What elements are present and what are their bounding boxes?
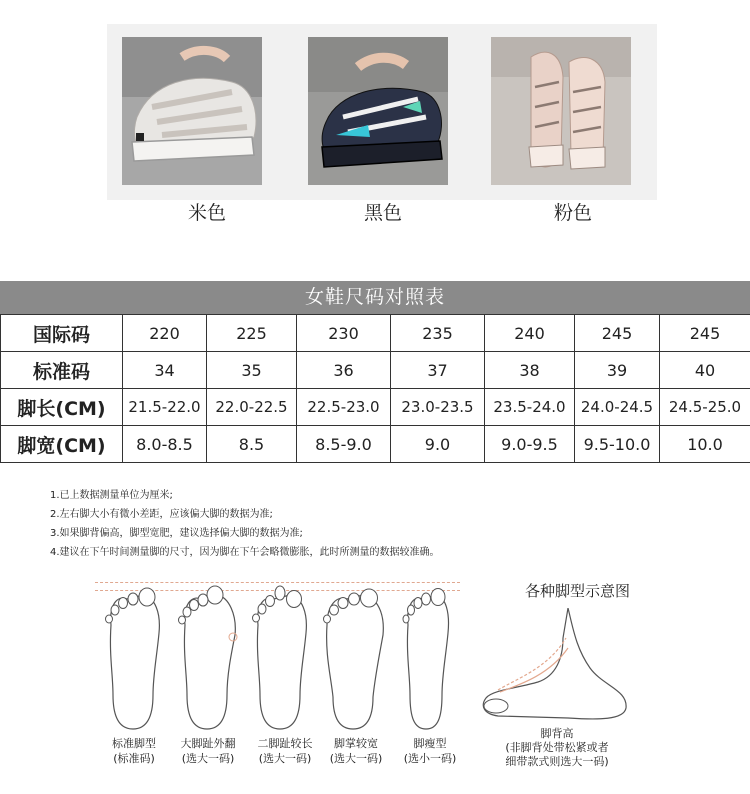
standard-foot-icon [103,585,165,733]
foot-type-advice: (选小一码) [403,752,457,765]
table-cell: 9.5-10.0 [575,426,660,463]
table-cell: 235 [391,315,485,352]
foot-type-advice: (选大一码) [258,752,312,765]
table-cell: 8.0-8.5 [123,426,207,463]
slim-foot-icon [396,585,458,733]
color-label-black: 黑色 [363,202,402,224]
high-instep-foot-icon [478,608,638,726]
table-cell: 220 [123,315,207,352]
table-cell: 9.0 [391,426,485,463]
note-item: 3.如果脚背偏高，脚型宽肥，建议选择偏大脚的数据为准; [50,528,303,539]
table-cell: 10.0 [660,426,750,463]
foot-type-label [316,736,396,766]
table-cell: 36 [297,352,391,389]
foot-type-advice: (选大一码) [181,752,235,765]
beige-sneaker-photo [122,37,262,185]
table-cell: 245 [575,315,660,352]
foot-type-advice: (非脚背处带松紧或者 [505,741,609,754]
table-cell: 34 [123,352,207,389]
table-cell: 35 [207,352,297,389]
table-row [1,426,750,463]
row-header: 脚长(CM) [1,389,123,426]
high-instep-label [487,727,627,769]
table-cell: 22.0-22.5 [207,389,297,426]
note-item: 1.已上数据测量单位为厘米; [50,490,173,501]
note-item: 2.左右脚大小有微小差距，应该偏大脚的数据为准; [50,509,273,520]
color-option-black[interactable] [308,37,448,185]
table-cell: 23.0-23.5 [391,389,485,426]
table-cell: 23.5-24.0 [485,389,575,426]
table-row [1,315,750,352]
color-option-pink[interactable] [491,37,631,185]
foot-type-label [94,736,174,766]
reference-line [95,582,460,583]
long-second-toe-foot-icon [250,585,312,733]
foot-type-name: 脚背高 [540,727,574,740]
table-cell: 40 [660,352,750,389]
bunion-foot-icon [177,585,239,733]
table-cell: 8.5-9.0 [297,426,391,463]
table-cell: 245 [660,315,750,352]
table-row [1,352,750,389]
row-header: 脚宽(CM) [1,426,123,463]
foot-types-title: 各种脚型示意图 [525,582,631,600]
foot-type-name: 脚掌较宽 [334,737,378,750]
foot-type-label [168,736,248,766]
table-cell: 24.0-24.5 [575,389,660,426]
table-cell: 8.5 [207,426,297,463]
color-option-beige[interactable] [122,37,262,185]
row-header: 标准码 [1,352,123,389]
pink-sneaker-photo [491,37,631,185]
size-table-title: 女鞋尺码对照表 [0,281,750,314]
foot-type-name: 大脚趾外翻 [180,737,236,750]
table-cell: 24.5-25.0 [660,389,750,426]
note-item: 4.建议在下午时间测量脚的尺寸，因为脚在下午会略微膨胀，此时所测量的数据较准确。 [50,547,440,558]
foot-type-advice: (标准码) [113,752,155,765]
black-sneaker-photo [308,37,448,185]
table-row [1,389,750,426]
measurement-notes [50,486,440,562]
foot-type-name: 二脚趾较长 [257,737,313,750]
foot-type-advice: (选大一码) [329,752,383,765]
color-label-beige: 米色 [187,202,226,224]
foot-type-label [245,736,325,766]
wide-foot-icon [323,585,385,733]
size-table [0,314,750,463]
foot-type-label [390,736,470,766]
foot-type-name: 脚瘦型 [413,737,447,750]
foot-type-advice: 细带款式则选大一码) [505,755,609,768]
table-cell: 39 [575,352,660,389]
color-label-pink: 粉色 [553,202,592,224]
table-cell: 38 [485,352,575,389]
table-cell: 9.0-9.5 [485,426,575,463]
table-cell: 21.5-22.0 [123,389,207,426]
table-cell: 22.5-23.0 [297,389,391,426]
table-cell: 240 [485,315,575,352]
row-header: 国际码 [1,315,123,352]
table-cell: 37 [391,352,485,389]
table-cell: 225 [207,315,297,352]
foot-type-name: 标准脚型 [112,737,156,750]
table-cell: 230 [297,315,391,352]
